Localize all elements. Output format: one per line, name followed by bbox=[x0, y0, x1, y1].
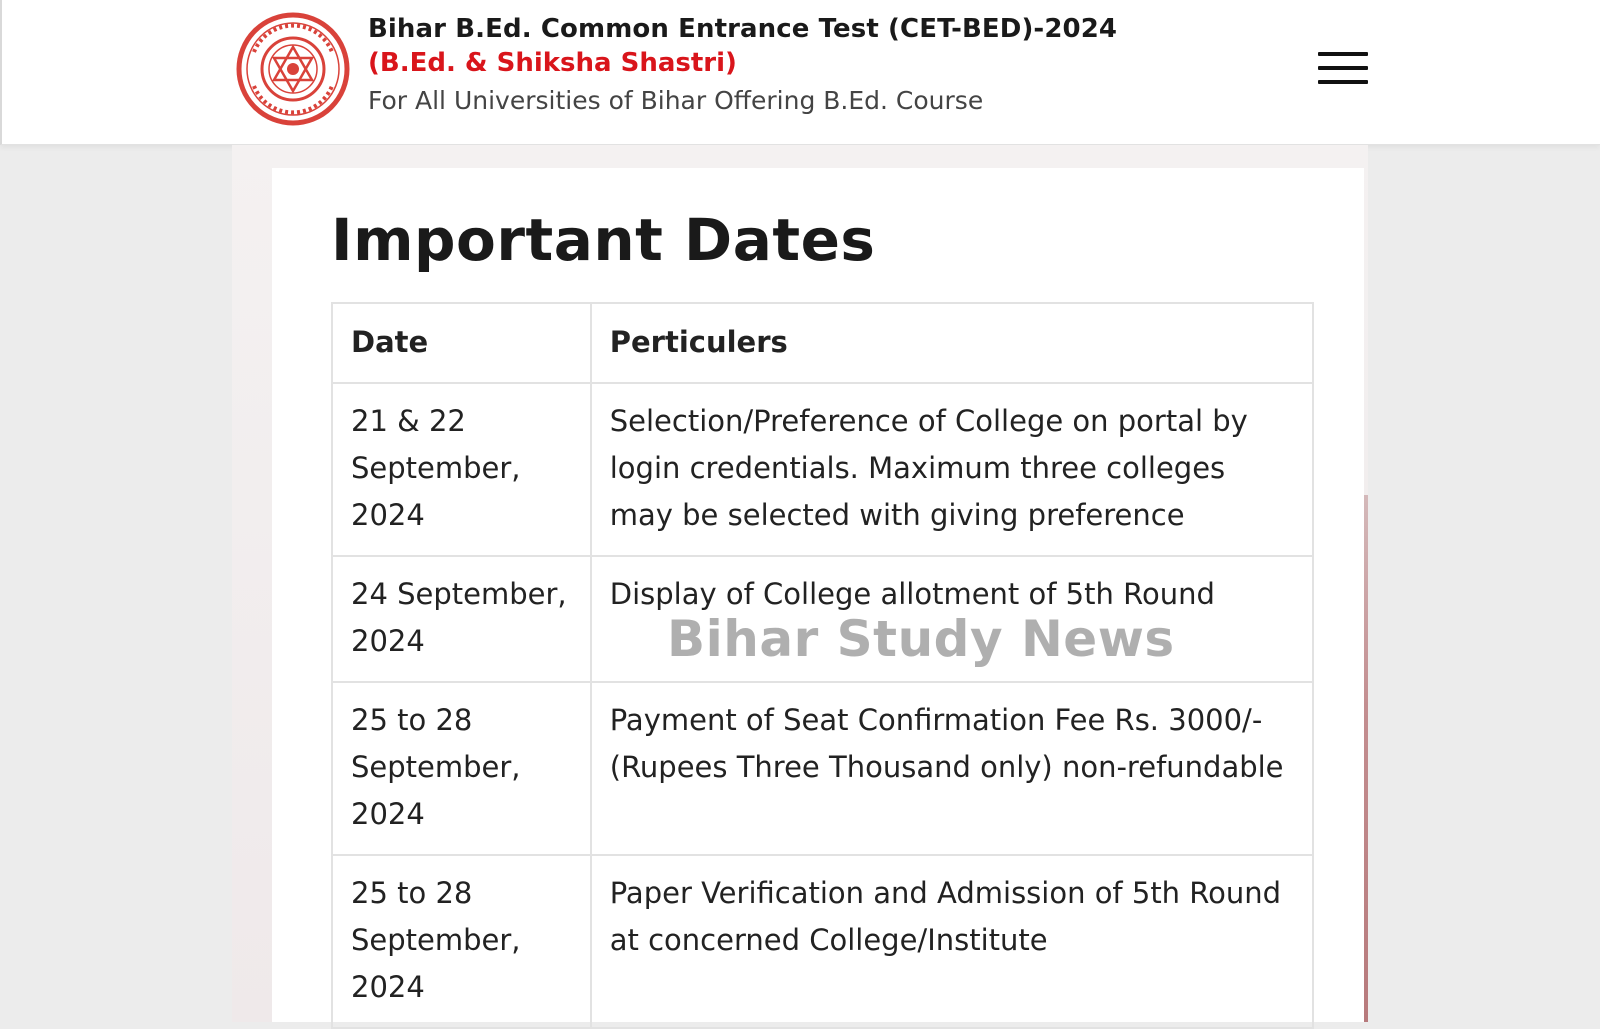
particulars-cell: Display of College allotment of 5th Round bbox=[591, 556, 1313, 682]
site-title: Bihar B.Ed. Common Entrance Test (CET-BED)-2024 bbox=[368, 14, 1118, 44]
important-dates-table bbox=[331, 302, 1314, 1029]
watermark: Bihar Study News bbox=[667, 610, 1175, 668]
hamburger-menu-icon[interactable] bbox=[1318, 52, 1368, 86]
menu-bar bbox=[1318, 52, 1368, 56]
site-title-block[interactable] bbox=[368, 14, 1117, 115]
date-cell: 21 & 22 September, 2024 bbox=[332, 383, 591, 556]
table-row bbox=[332, 682, 1313, 855]
date-cell: 25 to 28 September, 2024 bbox=[332, 855, 591, 1028]
table-row bbox=[332, 556, 1313, 682]
table-row bbox=[332, 855, 1313, 1028]
column-header-date: Date bbox=[332, 303, 591, 383]
menu-bar bbox=[1318, 80, 1368, 84]
university-seal-icon[interactable] bbox=[236, 12, 350, 126]
site-subtitle: (B.Ed. & Shiksha Shastri) bbox=[368, 48, 737, 78]
content-card bbox=[272, 168, 1364, 1022]
page-title: Important Dates bbox=[331, 206, 876, 274]
date-cell: 24 September, 2024 bbox=[332, 556, 591, 682]
date-cell: 25 to 28 September, 2024 bbox=[332, 682, 591, 855]
particulars-cell: Selection/Preference of College on portal by login credentials. Maximum three colleges may be selected with giving preference bbox=[591, 383, 1313, 556]
table-row bbox=[332, 383, 1313, 556]
particulars-cell: Payment of Seat Confirmation Fee Rs. 3000/- (Rupees Three Thousand only) non-refundable bbox=[591, 682, 1313, 855]
particulars-cell: Paper Verification and Admission of 5th Round at concerned College/Institute bbox=[591, 855, 1313, 1028]
column-header-particulars: Perticulers bbox=[591, 303, 1313, 383]
site-tagline: For All Universities of Bihar Offering B.Ed. Course bbox=[368, 86, 984, 115]
menu-bar bbox=[1318, 66, 1368, 70]
site-header bbox=[0, 0, 1600, 145]
table-header-row bbox=[332, 303, 1313, 383]
